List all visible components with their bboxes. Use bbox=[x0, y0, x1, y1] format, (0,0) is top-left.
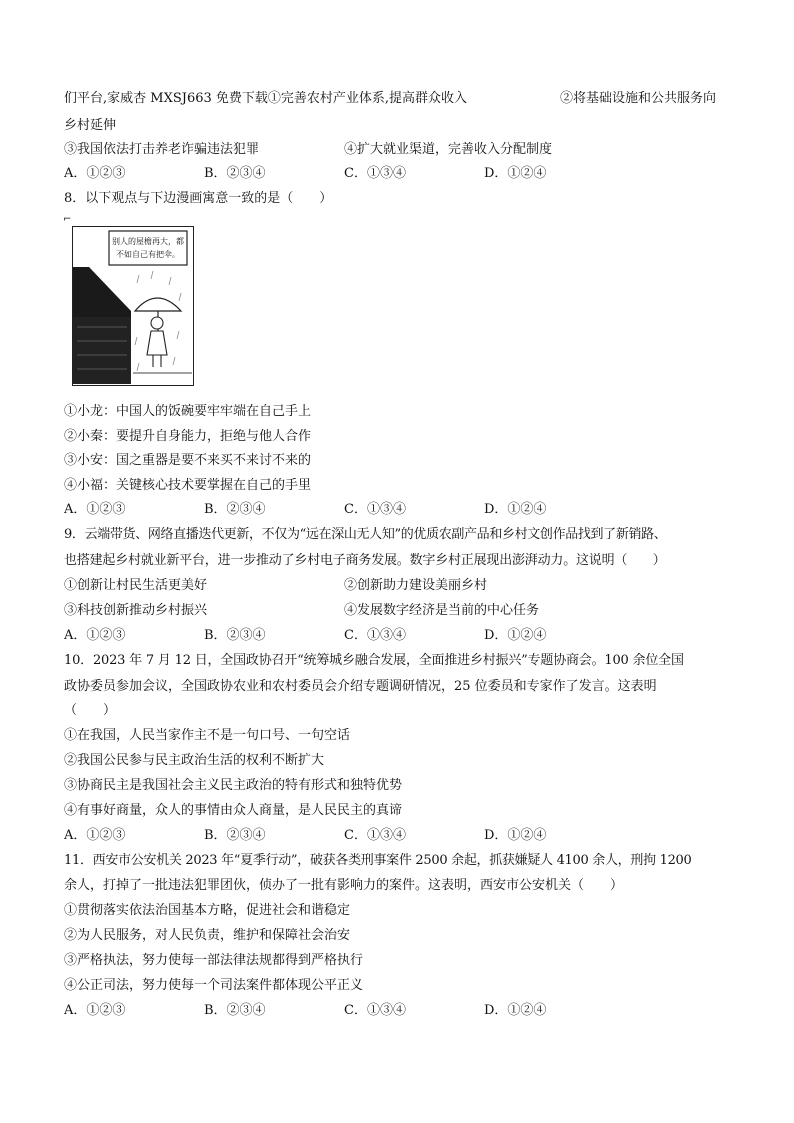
q8-choice-d: D．①②④ bbox=[484, 502, 547, 517]
q9-choice-d: D．①②④ bbox=[484, 628, 547, 643]
q9-item-2: ②创新助力建设美丽乡村 bbox=[344, 578, 488, 593]
q8-choice-a: A．①②③ bbox=[64, 502, 126, 517]
q8-item-4: ④小福：关键核心技术要掌握在自己的手里 bbox=[64, 478, 312, 493]
q10-choice-d: D．①②④ bbox=[484, 828, 547, 843]
header-line-1a: 们平台,家威杏 MXSJ663 免费下载①完善农村产业体系,提高群众收入 bbox=[64, 91, 468, 106]
q10-item-2: ②我国公民参与民主政治生活的权利不断扩大 bbox=[64, 753, 325, 768]
q10-stem-line-3: （ ） bbox=[64, 703, 117, 718]
cartoon-caption-line-1: 别人的屋檐再大，都 bbox=[112, 237, 184, 246]
q10-stem-line-2: 政协委员参加会议，全国政协农业和农村委员会介绍专题调研情况，25 位委员和专家作了发言。这表明 bbox=[64, 679, 657, 694]
cartoon-image bbox=[72, 226, 194, 386]
q11-item-2: ②为人民服务，对人民负责，维护和保障社会治安 bbox=[64, 928, 351, 943]
q9-item-3: ③科技创新推动乡村振兴 bbox=[64, 603, 208, 618]
q7-choice-b: B．②③④ bbox=[204, 166, 266, 181]
q11-item-4: ④公正司法，努力使每一个司法案件都体现公平正义 bbox=[64, 978, 364, 993]
q10-choice-b: B．②③④ bbox=[204, 828, 266, 843]
q9-choice-c: C．①③④ bbox=[344, 628, 406, 643]
q11-choice-b: B．②③④ bbox=[204, 1003, 266, 1018]
q11-choice-d: D．①②④ bbox=[484, 1003, 547, 1018]
q10-item-4: ④有事好商量，众人的事情由众人商量，是人民民主的真谛 bbox=[64, 803, 403, 818]
q11-stem-line-2: 余人，打掉了一批违法犯罪团伙，侦办了一批有影响力的案件。这表明，西安市公安机关（ ） bbox=[64, 878, 624, 893]
q9-stem-line-2: 也搭建起乡村就业新平台，进一步推动了乡村电子商务发展。数字乡村正展现出澎湃动力。这说明（ ） bbox=[64, 553, 666, 568]
header-line-2: 乡村延伸 bbox=[64, 118, 117, 133]
q10-choice-a: A．①②③ bbox=[64, 828, 126, 843]
cartoon-caption-line-2: 不如自己有把伞。 bbox=[116, 250, 180, 259]
q10-stem-line-1: 10．2023 年 7 月 12 日，全国政协召开“统筹城乡融合发展，全面推进乡村振兴”专题协商会。100 余位全国 bbox=[64, 653, 684, 668]
q11-item-1: ①贯彻落实依法治国基本方略，促进社会和谐稳定 bbox=[64, 903, 351, 918]
cartoon-drawing bbox=[73, 227, 192, 384]
q11-choice-a: A．①②③ bbox=[64, 1003, 126, 1018]
q9-choice-a: A．①②③ bbox=[64, 628, 126, 643]
q9-item-1: ①创新让村民生活更美好 bbox=[64, 578, 208, 593]
q8-item-1: ①小龙：中国人的饭碗要牢牢端在自己手上 bbox=[64, 404, 312, 419]
q8-item-3: ③小安：国之重器是要不来买不来讨不来的 bbox=[64, 453, 312, 468]
q7-choice-c: C．①③④ bbox=[344, 166, 406, 181]
q9-stem-line-1: 9．云端带货、网络直播迭代更新，不仅为“远在深山无人知”的优质农副产品和乡村文创作品找到了新销路、 bbox=[64, 527, 667, 542]
q7-option-3: ③我国依法打击养老诈骗违法犯罪 bbox=[64, 142, 260, 157]
q8-item-2: ②小秦：要提升自身能力，拒绝与他人合作 bbox=[64, 429, 312, 444]
q8-choice-c: C．①③④ bbox=[344, 502, 406, 517]
q11-stem-line-1: 11．西安市公安机关 2023 年“夏季行动”，破获各类刑事案件 2500 余起，抓获嫌疑人 4100 余人，刑拘 1200 bbox=[64, 853, 692, 868]
q10-item-1: ①在我国，人民当家作主不是一句口号、一句空话 bbox=[64, 728, 351, 743]
q11-choice-c: C．①③④ bbox=[344, 1003, 406, 1018]
q8-choice-b: B．②③④ bbox=[204, 502, 266, 517]
q10-item-3: ③协商民主是我国社会主义民主政治的特有形式和独特优势 bbox=[64, 778, 403, 793]
q10-choice-c: C．①③④ bbox=[344, 828, 406, 843]
header-line-1b: ②将基础设施和公共服务向 bbox=[560, 91, 717, 106]
corner-mark: ⌐ bbox=[63, 214, 72, 225]
q9-item-4: ④发展数字经济是当前的中心任务 bbox=[344, 603, 540, 618]
q11-item-3: ③严格执法，努力使每一部法律法规都得到严格执行 bbox=[64, 953, 364, 968]
q7-choice-d: D．①②④ bbox=[484, 166, 547, 181]
q7-option-4: ④扩大就业渠道，完善收入分配制度 bbox=[344, 142, 553, 157]
q8-stem: 8．以下观点与下边漫画寓意一致的是（ ） bbox=[64, 191, 333, 206]
q9-choice-b: B．②③④ bbox=[204, 628, 266, 643]
q7-choice-a: A．①②③ bbox=[64, 166, 126, 181]
